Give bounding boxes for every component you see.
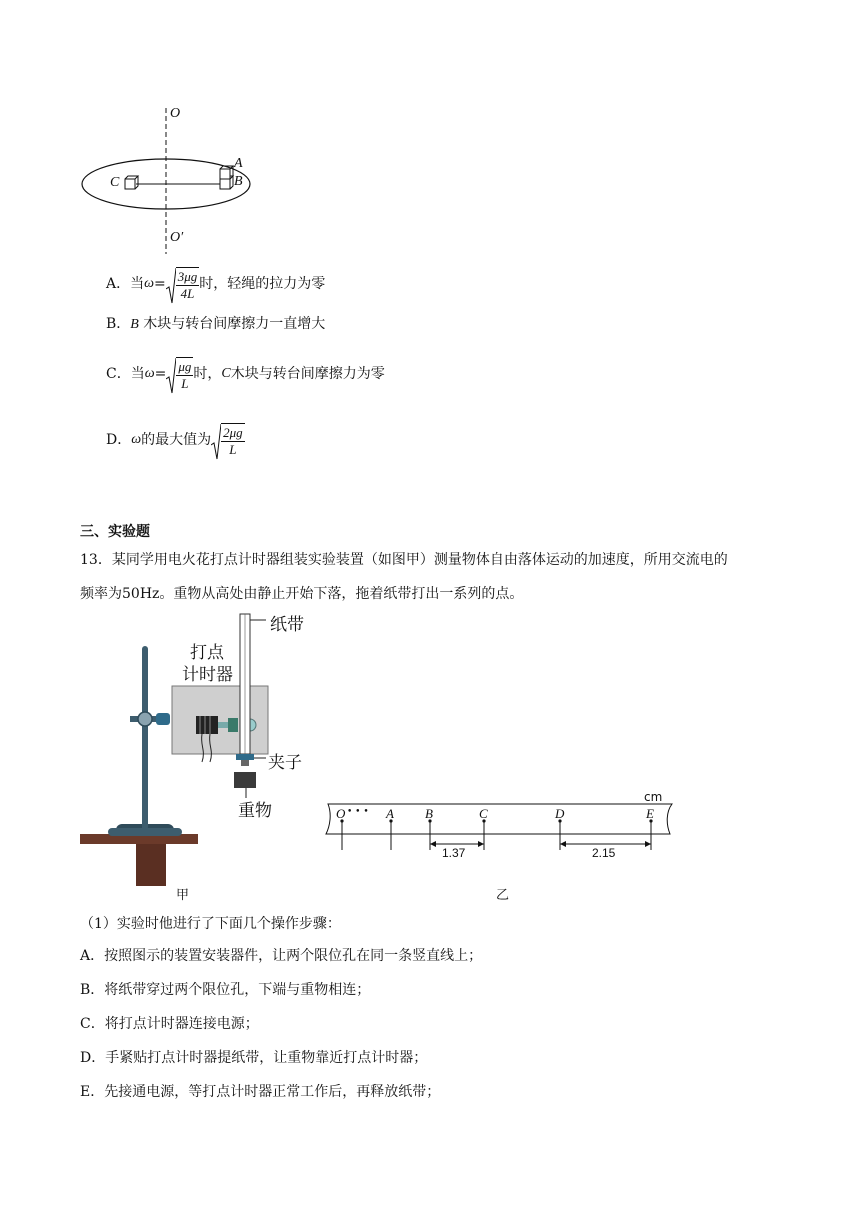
option-c-omega: ω (144, 366, 155, 381)
option-d-letter: D． (106, 432, 132, 448)
option-d-sqrt (211, 423, 245, 458)
option-a-eq: = (154, 276, 166, 292)
option-a-letter: A． (106, 276, 131, 292)
option-b-letter: B． (106, 316, 131, 332)
option-d-text: 的最大值为 (141, 432, 212, 448)
label-paper-tape: 纸带 (270, 615, 304, 635)
tape-figure (320, 790, 690, 904)
label-timer-line-2: 计时器 (182, 665, 233, 685)
label-clip: 夹子 (268, 753, 302, 773)
point-label-a: A (386, 806, 394, 821)
option-c-denominator: L (181, 375, 189, 391)
option-a-sqrt (166, 267, 200, 302)
option-b (106, 314, 325, 335)
option-a (106, 264, 325, 304)
question-13-line-2: 频率为50Hz。重物从高处由静止开始下落，拖着纸带打出一系列的点。 (80, 586, 524, 602)
label-weight: 重物 (238, 801, 272, 821)
point-label-d: D (555, 806, 565, 821)
step-a: A．按照图示的装置安装器件，让两个限位孔在同一条竖直线上； (80, 948, 483, 964)
option-c (106, 354, 385, 394)
caption-jia: 甲 (176, 888, 190, 903)
option-c-suffix-pre: 时， (193, 366, 222, 382)
point-label-c: C (479, 806, 488, 821)
point-dots: • • • (347, 807, 369, 817)
option-d-omega: ω (131, 432, 142, 447)
option-a-denominator: 4L (180, 285, 195, 301)
point-label-b: B (425, 806, 433, 821)
option-c-prefix: 当 (130, 366, 145, 382)
option-b-text: 木块与转台间摩擦力一直增大 (138, 316, 326, 332)
option-d (106, 420, 245, 460)
caption-yi: 乙 (496, 888, 510, 903)
option-a-suffix: 时，轻绳的拉力为零 (199, 276, 326, 292)
label-timer-line-1: 打点 (190, 643, 224, 663)
step-c: C．将打点计时器连接电源； (80, 1016, 259, 1032)
option-c-sqrt (166, 357, 193, 392)
distance-bc: 1.37 (442, 846, 466, 860)
option-d-numerator: 2μg (223, 424, 243, 440)
option-a-omega: ω (144, 276, 155, 291)
block-label-b: B (234, 174, 243, 189)
option-c-eq: = (154, 366, 167, 382)
section-title: 三、实验题 (80, 524, 150, 540)
option-d-denominator: L (229, 441, 237, 457)
point-label-e: E (646, 806, 654, 821)
tape-unit: cm (644, 790, 663, 804)
tape-diagram (320, 794, 690, 864)
option-a-prefix: 当 (130, 276, 145, 292)
option-c-var: C (221, 366, 231, 381)
block-label-c: C (110, 175, 120, 190)
question-13-line-1: 13．某同学用电火花打点计时器组装实验装置（如图甲）测量物体自由落体运动的加速度，所用交流电的 (80, 552, 728, 568)
axis-label-o: O (170, 106, 181, 121)
step-d: D．手紧贴打点计时器提纸带，让重物靠近打点计时器； (80, 1050, 428, 1066)
option-a-numerator: 3μg (177, 268, 198, 284)
apparatus-figure (78, 610, 318, 903)
point-label-o: O (336, 806, 346, 821)
rotating-table-figure (78, 104, 278, 260)
axis-label-o-prime: O′ (170, 230, 184, 245)
option-c-suffix: 木块与转台间摩擦力为零 (230, 366, 385, 382)
distance-de: 2.15 (592, 846, 616, 860)
option-c-numerator: μg (178, 358, 192, 374)
step-e: E．先接通电源，等打点计时器正常工作后，再释放纸带； (80, 1084, 441, 1100)
option-b-var: B (130, 317, 139, 332)
block-label-a: A (234, 156, 243, 171)
steps-intro: （1）实验时他进行了下面几个操作步骤： (80, 916, 341, 932)
step-b: B．将纸带穿过两个限位孔，下端与重物相连； (80, 982, 371, 998)
option-c-letter: C． (106, 366, 131, 382)
